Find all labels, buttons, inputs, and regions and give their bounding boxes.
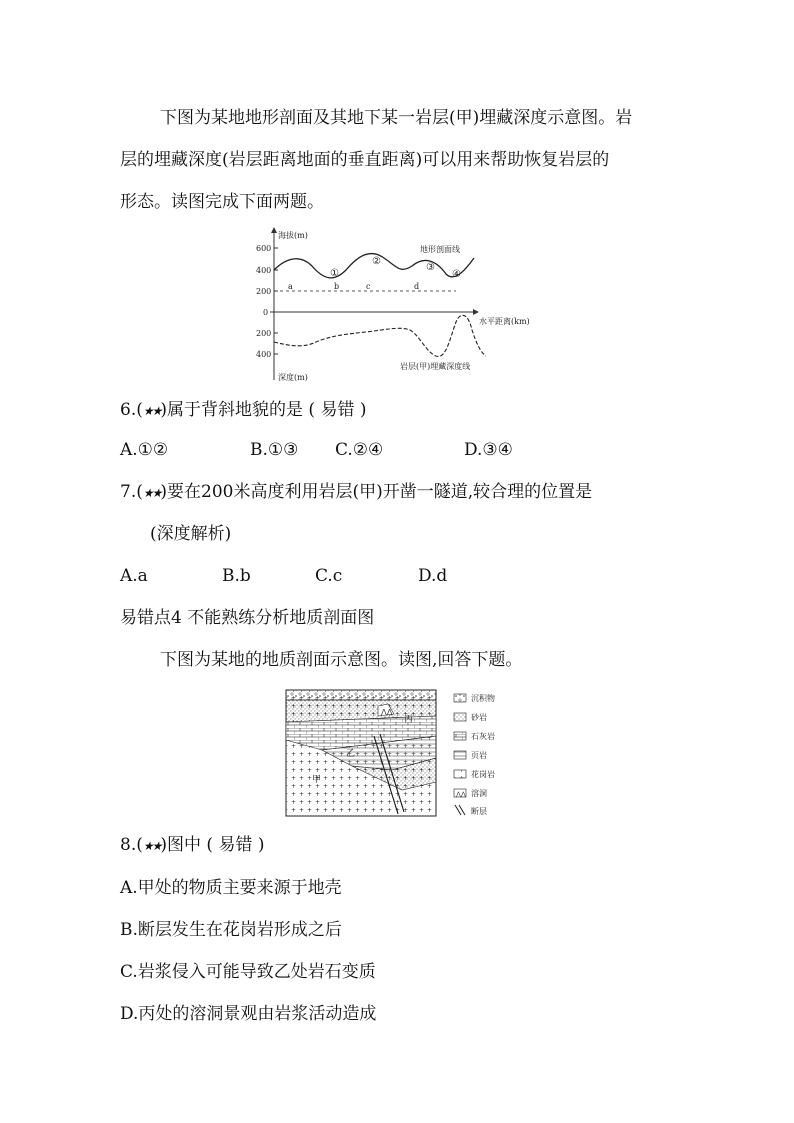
circle-1: ① [330,268,339,279]
legend-sandstone: 砂岩 [471,713,487,722]
legend-limestone: 石灰岩 [471,732,495,741]
q8-option-c[interactable]: C.岩浆侵入可能导致乙处岩石变质 [120,962,376,982]
y-axis-label-top: 海拔(m) [278,231,308,240]
burial-depth-line [274,315,486,356]
tick-neg-200: 200 [256,329,272,338]
tick-400: 400 [256,266,272,275]
circle-3: ③ [426,262,435,273]
intro-line-3: 形态。读图完成下面两题。 [120,192,324,212]
legend-shale: 页岩 [471,751,487,760]
intro-line-1: 下图为某地地形剖面及其地下某一岩层(甲)埋藏深度示意图。岩 [160,108,633,128]
label-yi: 乙 [346,749,356,759]
q8-option-a[interactable]: A.甲处的物质主要来源于地壳 [120,878,342,898]
q6-text: 属于背斜地貌的是 ( 易错 ) [167,400,367,420]
circle-4: ④ [452,269,461,280]
q6-option-d[interactable]: D.③④ [464,440,513,460]
difficulty-stars-icon: ★★ [142,839,161,853]
difficulty-stars-icon: ★★ [142,486,161,500]
tick-600: 600 [256,244,272,253]
q7-text: 要在200米高度利用岩层(甲)开凿一隧道,较合理的位置是 [167,482,593,502]
label-jia: 甲 [312,775,322,785]
q6-stem: 6.(★★)属于背斜地貌的是 ( 易错 ) [120,398,367,423]
depth-line-label: 岩层(甲)埋藏深度线 [400,362,471,371]
section-intro: 下图为某地的地质剖面示意图。读图,回答下题。 [160,650,523,670]
q8-option-b[interactable]: B.断层发生在花岗岩形成之后 [120,920,342,940]
legend-fault: 断层 [471,807,487,816]
intro-line-2: 层的埋藏深度(岩层距离地面的垂直距离)可以用来帮助恢复岩层的 [120,150,610,170]
point-d: d [414,282,420,291]
q7-option-c[interactable]: C.c [315,566,343,586]
q7-option-a[interactable]: A.a [120,566,148,586]
label-bing: 丙 [404,715,414,725]
q8-number: 8. [120,835,137,855]
geologic-section-figure [282,686,532,820]
tick-200: 200 [256,287,272,296]
svg-text:⋀⋀: ⋀⋀ [456,791,466,798]
legend [454,693,495,816]
q7-note[interactable]: (深度解析) [150,524,232,544]
section-heading: 易错点4 不能熟练分析地质剖面图 [120,608,375,628]
terrain-label: 地形剖面线 [420,245,460,254]
svg-text:⋀⋀: ⋀⋀ [381,708,393,716]
legend-granite: 花岗岩 [471,770,495,779]
legend-sediment: 沉积物 [471,694,495,703]
q6-option-c[interactable]: C.②④ [335,440,384,460]
sediment-layer [286,690,436,700]
q7-option-b[interactable]: B.b [222,566,251,586]
q8-stem: 8.(★★)图中 ( 易错 ) [120,833,265,858]
q7-number: 7. [120,482,137,502]
difficulty-stars-icon: ★★ [142,404,161,418]
q7-stem: 7.(★★)要在200米高度利用岩层(甲)开凿一隧道,较合理的位置是 [120,480,592,505]
terrain-profile-figure [250,226,550,386]
point-b: b [334,282,340,291]
x-axis-label: 水平距离(km) [479,317,530,326]
tick-0: 0 [263,308,269,317]
q7-option-d[interactable]: D.d [418,566,448,586]
q6-number: 6. [120,400,137,420]
y-axis-label-bottom: 深度(m) [278,373,308,382]
q6-option-a[interactable]: A.①② [120,440,169,460]
point-a: a [288,282,293,291]
q8-option-d[interactable]: D.丙处的溶洞景观由岩浆活动造成 [120,1004,377,1024]
tick-neg-400: 400 [256,350,272,359]
q8-text: 图中 ( 易错 ) [167,835,265,855]
point-c: c [366,282,371,291]
circle-2: ② [372,256,381,267]
legend-cave: 溶洞 [471,789,487,798]
q6-option-b[interactable]: B.①③ [250,440,299,460]
